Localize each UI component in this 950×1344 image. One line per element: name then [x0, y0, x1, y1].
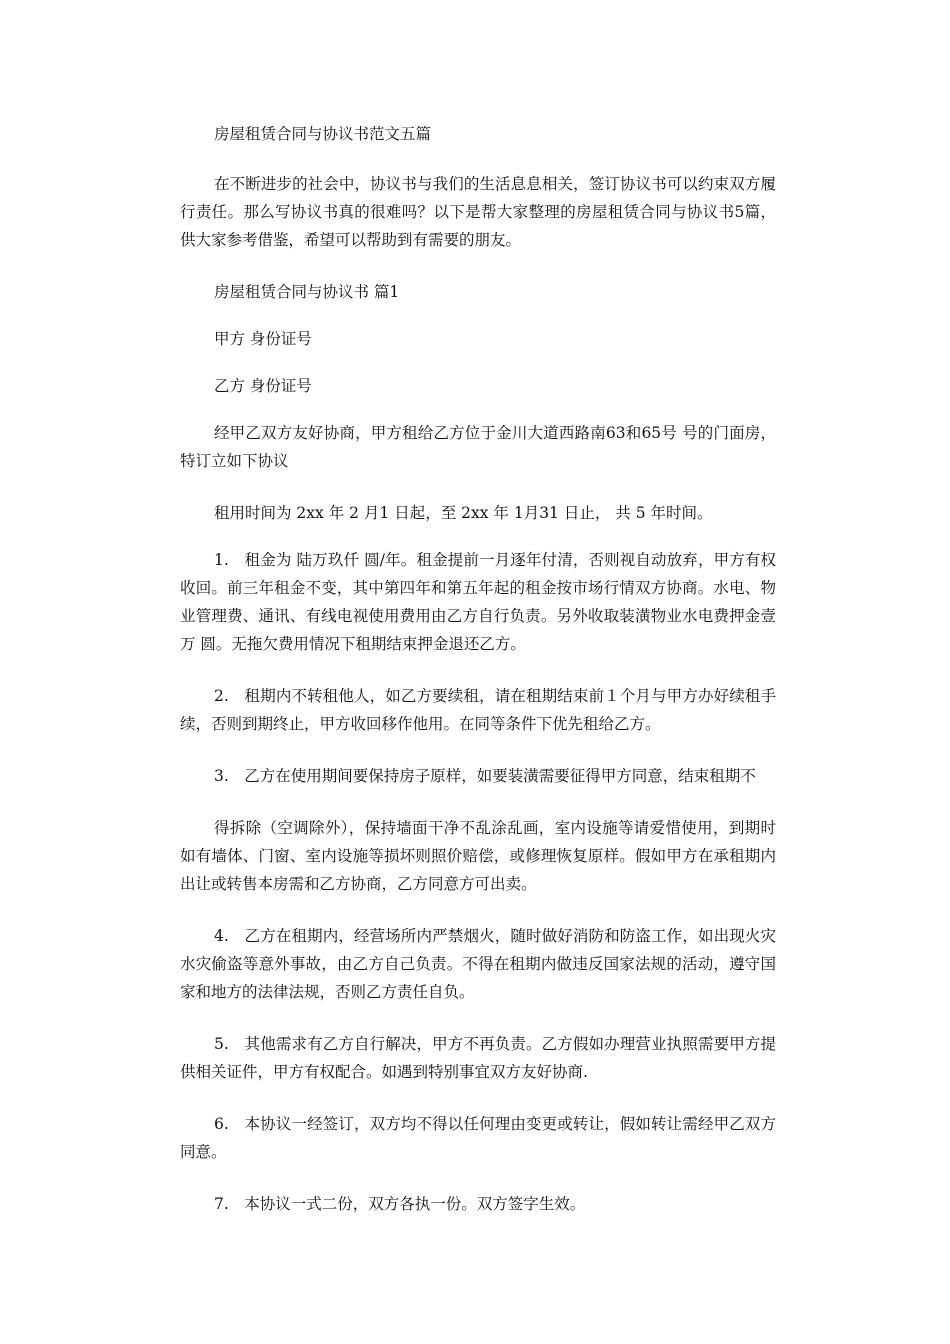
document-title: 房屋租赁合同与协议书范文五篇 [214, 125, 432, 143]
clause-6: 6. 本协议一经签订，双方均不得以任何理由变更或转让，假如转让需经甲乙双方同意。 [180, 1115, 776, 1161]
clause-4: 4. 乙方在租期内，经营场所内严禁烟火，随时做好消防和防盗工作，如出现火灾水灾偷盗等意外事故，由乙方自己负责。不得在租期内做违反国家法规的活动，遵守国家和地方的法律法规，否则乙方责任自负。 [180, 927, 776, 1001]
clause-1: 1. 租金为 陆万玖仟 圆/年。租金提前一月逐年付清，否则视自动放弃，甲方有权收回。前三年租金不变，其中第四年和第五年起的租金按市场行情双方协商。水电、物业管理费、通讯、有线电视使用费用由乙方自行负责。另外收取装潢物业水电费押金壹万 圆。无拖欠费用情况下租期结束押金退还乙方。 [180, 551, 776, 653]
clause-7: 7. 本协议一式二份，双方各执一份。双方签字生效。 [214, 1195, 586, 1213]
term-paragraph: 租用时间为 2xx 年 2 月1 日起，至 2xx 年 1月31 日止， 共 5 年时间。 [214, 504, 713, 522]
preamble-paragraph: 经甲乙双方友好协商，甲方租给乙方位于金川大道西路南63和65号 号的门面房，特订立如下协议 [180, 424, 776, 470]
section-heading: 房屋租赁合同与协议书 篇1 [214, 283, 400, 301]
clause-3-part-1: 3. 乙方在使用期间要保持房子原样，如要装潢需要征得甲方同意，结束租期不 [214, 767, 756, 785]
clause-5: 5. 其他需求有乙方自行解决，甲方不再负责。乙方假如办理营业执照需要甲方提供相关证件，甲方有权配合。如遇到特别事宜双方友好协商. [180, 1035, 776, 1081]
intro-paragraph: 在不断进步的社会中，协议书与我们的生活息息相关，签订协议书可以约束双方履行责任。那么写协议书真的很难吗？以下是帮大家整理的房屋租赁合同与协议书5篇，供大家参考借鉴，希望可以帮助到有需要的朋友。 [180, 175, 776, 249]
document-body [180, 120, 776, 1237]
party-a-line: 甲方 身份证号 [214, 330, 312, 348]
party-b-line: 乙方 身份证号 [214, 377, 312, 395]
clause-2: 2. 租期内不转租他人，如乙方要续租，请在租期结束前１个月与甲方办好续租手续，否则到期终止，甲方收回移作他用。在同等条件下优先租给乙方。 [180, 687, 776, 733]
clause-3-part-2: 得拆除（空调除外），保持墙面干净不乱涂乱画，室内设施等请爱惜使用，到期时如有墙体、门窗、室内设施等损坏则照价赔偿，或修理恢复原样。假如甲方在承租期内出让或转售本房需和乙方协商，乙方同意方可出卖。 [180, 819, 776, 893]
